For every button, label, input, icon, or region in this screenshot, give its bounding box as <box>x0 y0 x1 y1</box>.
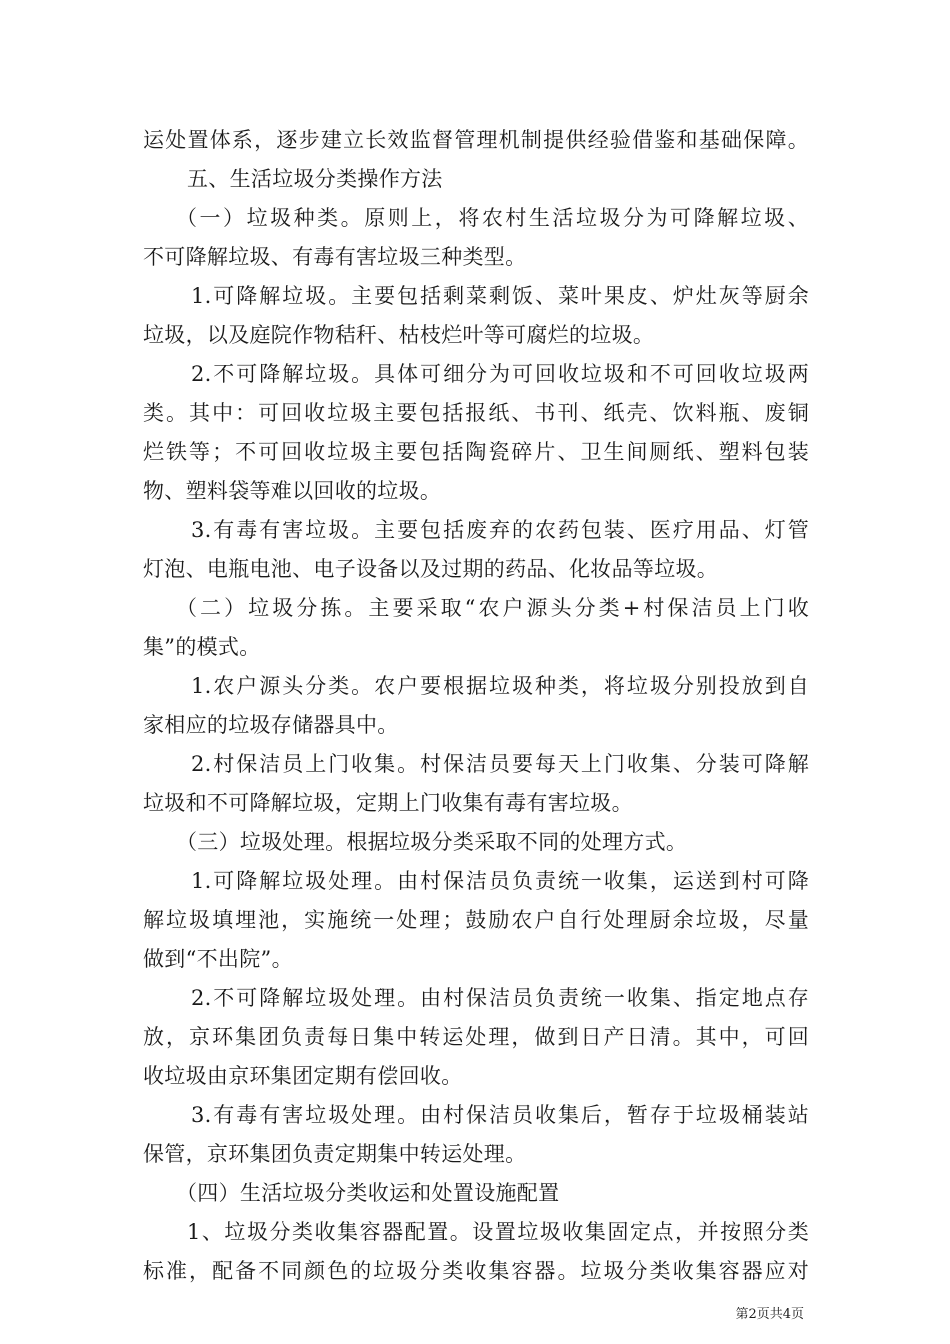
paragraph-line: 放，京环集团负责每日集中转运处理，做到日产日清。其中，可回 <box>143 1025 809 1049</box>
paragraph-line: 垃圾，以及庭院作物秸秆、枯枝烂叶等可腐烂的垃圾。 <box>143 323 655 347</box>
paragraph-line: 垃圾和不可降解垃圾，定期上门收集有毒有害垃圾。 <box>143 791 633 815</box>
paragraph-line: 3.有毒有害垃圾处理。由村保洁员收集后，暂存于垃圾桶装站 <box>191 1103 809 1127</box>
paragraph-line: 2.不可降解垃圾处理。由村保洁员负责统一收集、指定地点存 <box>191 986 809 1010</box>
paragraph-line: 类。其中：可回收垃圾主要包括报纸、书刊、纸壳、饮料瓶、废铜 <box>143 401 809 425</box>
subsection-heading: （四）生活垃圾分类收运和处置设施配置 <box>176 1181 560 1205</box>
paragraph-line: 1.可降解垃圾。主要包括剩菜剩饭、菜叶果皮、炉灶灰等厨余 <box>191 284 809 308</box>
subsection-heading: （三）垃圾处理。根据垃圾分类采取不同的处理方式。 <box>176 830 688 854</box>
paragraph-line: 不可降解垃圾、有毒有害垃圾三种类型。 <box>143 245 527 269</box>
paragraph-line: 集”的模式。 <box>143 635 261 659</box>
paragraph-line: 家相应的垃圾存储器具中。 <box>143 713 399 737</box>
subsection-heading: （二）垃圾分拣。主要采取“农户源头分类+村保洁员上门收 <box>176 596 809 620</box>
paragraph-line: 运处置体系，逐步建立长效监督管理机制提供经验借鉴和基础保障。 <box>143 128 809 152</box>
paragraph-line: 收垃圾由京环集团定期有偿回收。 <box>143 1064 463 1088</box>
paragraph-line: 2.村保洁员上门收集。村保洁员要每天上门收集、分装可降解 <box>191 752 809 776</box>
page-number: 第2页共4页 <box>735 1307 804 1322</box>
paragraph-line: 烂铁等；不可回收垃圾主要包括陶瓷碎片、卫生间厕纸、塑料包装 <box>143 440 809 464</box>
paragraph-line: 1、垃圾分类收集容器配置。设置垃圾收集固定点，并按照分类 <box>187 1220 809 1244</box>
section-heading: 五、生活垃圾分类操作方法 <box>187 167 443 191</box>
paragraph-line: 灯泡、电瓶电池、电子设备以及过期的药品、化妆品等垃圾。 <box>143 557 719 581</box>
paragraph-line: 标准，配备不同颜色的垃圾分类收集容器。垃圾分类收集容器应对 <box>143 1259 809 1283</box>
paragraph-line: 物、塑料袋等难以回收的垃圾。 <box>143 479 442 503</box>
subsection-heading: （一）垃圾种类。原则上，将农村生活垃圾分为可降解垃圾、 <box>176 206 809 230</box>
document-body <box>143 121 809 1291</box>
paragraph-line: 3.有毒有害垃圾。主要包括废弃的农药包装、医疗用品、灯管 <box>191 518 809 542</box>
paragraph-line: 做到“不出院”。 <box>143 947 293 971</box>
paragraph-line: 2.不可降解垃圾。具体可细分为可回收垃圾和不可回收垃圾两 <box>191 362 809 386</box>
paragraph-line: 解垃圾填埋池，实施统一处理；鼓励农户自行处理厨余垃圾，尽量 <box>143 908 809 932</box>
paragraph-line: 1.可降解垃圾处理。由村保洁员负责统一收集，运送到村可降 <box>191 869 809 893</box>
paragraph-line: 1.农户源头分类。农户要根据垃圾种类，将垃圾分别投放到自 <box>191 674 809 698</box>
paragraph-line: 保管，京环集团负责定期集中转运处理。 <box>143 1142 527 1166</box>
